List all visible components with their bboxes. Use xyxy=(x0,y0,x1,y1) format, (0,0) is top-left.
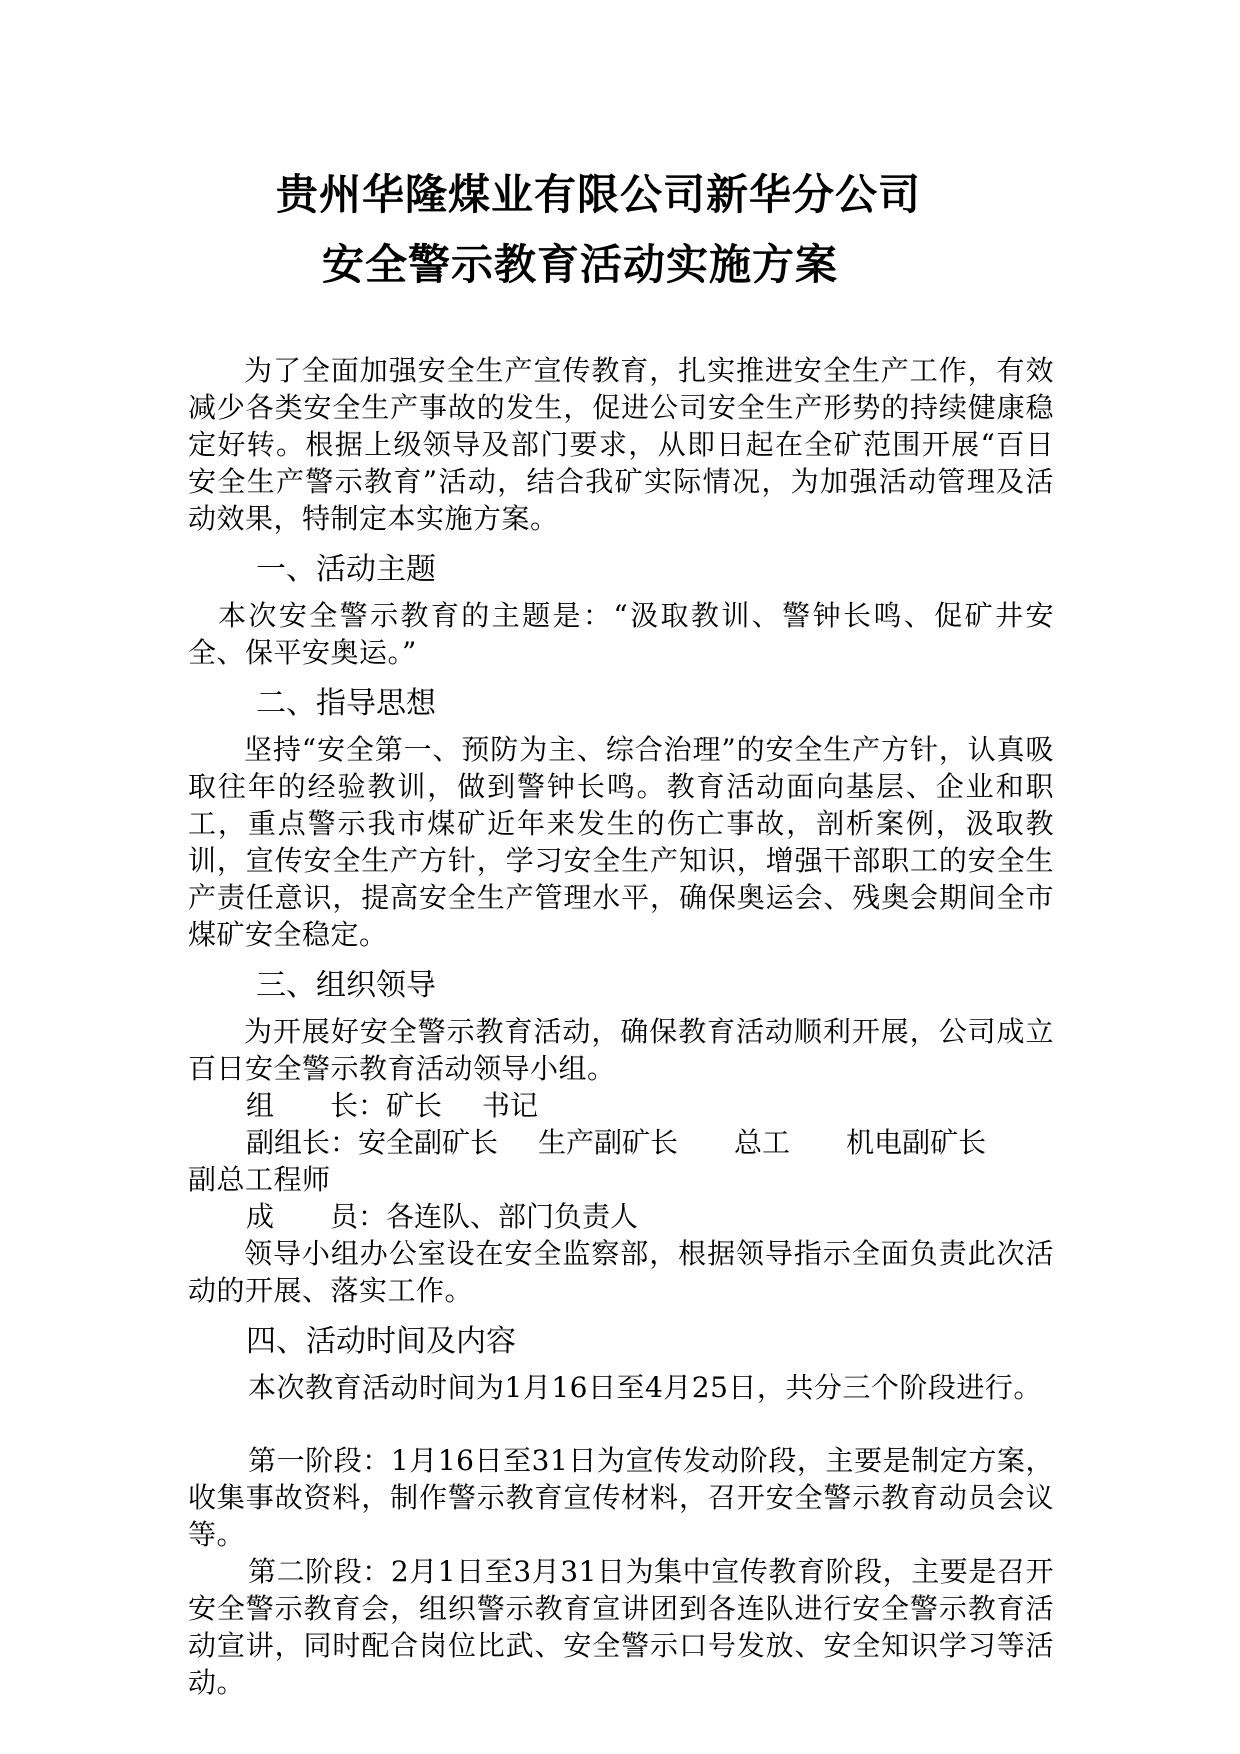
member-value: 各连队、部门负责人 xyxy=(386,1200,639,1233)
member-line xyxy=(188,1198,1054,1235)
deputy-extra-line: 副总工程师 xyxy=(188,1163,331,1196)
deputy-line xyxy=(188,1124,1054,1161)
deputy-label: 副组长： xyxy=(246,1126,359,1159)
section-heading-theme: 一、活动主题 xyxy=(256,552,436,587)
deputy-member: 安全副矿长 xyxy=(358,1126,499,1159)
spacer xyxy=(188,1406,1054,1442)
intro-paragraph: 为了全面加强安全生产宣传教育，扎实推进安全生产工作，有效减少各类安全生产事故的发生，促进公司安全生产形势的持续健康稳定好转。根据上级领导及部门要求，从即日起在全矿范围开展“百日安全生产警示教育”活动，结合我矿实际情况，为加强活动管理及活动效果，特制定本实施方案。 xyxy=(188,354,1054,535)
document-title-line-2: 安全警示教育活动实施方案 xyxy=(322,240,839,289)
section-heading-organization: 三、组织领导 xyxy=(256,968,436,1003)
leader-line xyxy=(188,1087,1054,1124)
leader-label: 组 长： xyxy=(246,1089,387,1122)
phase-2-paragraph: 第二阶段：2月1日至3月31日为集中宣传教育阶段，主要是召开安全警示教育会，组织警示教育宣讲团到各连队进行安全警示教育活动宣讲，同时配合岗位比武、安全警示口号发放、安全知识学习等活动。 xyxy=(188,1555,1054,1699)
leader-member: 书记 xyxy=(482,1089,539,1122)
member-label: 成 员： xyxy=(246,1200,387,1233)
organization-paragraph: 为开展好安全警示教育活动，确保教育活动顺利开展，公司成立百日安全警示教育活动领导小组。 xyxy=(188,1015,1054,1085)
guidance-paragraph: 坚持“安全第一、预防为主、综合治理”的安全生产方针，认真吸取往年的经验教训，做到警钟长鸣。教育活动面向基层、企业和职工，重点警示我市煤矿近年来发生的伤亡事故，剖析案例，汲取教训，宣传安全生产方针，学习安全生产知识，增强干部职工的安全生产责任意识，提高安全生产管理水平，确保奥运会、残奥会期间全市煤矿安全稳定。 xyxy=(188,733,1054,951)
schedule-paragraph: 本次教育活动时间为1月16日至4月25日，共分三个阶段进行。 xyxy=(248,1371,1042,1404)
document-title-line-1: 贵州华隆煤业有限公司新华分公司 xyxy=(276,170,922,219)
theme-paragraph: 本次安全警示教育的主题是：“汲取教训、警钟长鸣、促矿井安全、保平安奥运。” xyxy=(188,599,1054,669)
section-heading-guidance: 二、指导思想 xyxy=(256,686,436,721)
deputy-member: 生产副矿长 xyxy=(538,1126,679,1159)
leader-member: 矿长 xyxy=(386,1089,443,1122)
phase-1-paragraph: 第一阶段：1月16日至31日为宣传发动阶段，主要是制定方案，收集事故资料，制作警示教育宣传材料，召开安全警示教育动员会议等。 xyxy=(188,1444,1054,1551)
deputy-member: 总工 xyxy=(734,1126,791,1159)
document-body xyxy=(188,352,1054,1701)
office-paragraph: 领导小组办公室设在安全监察部，根据领导指示全面负责此次活动的开展、落实工作。 xyxy=(188,1237,1054,1307)
section-heading-schedule: 四、活动时间及内容 xyxy=(246,1324,516,1359)
deputy-member: 机电副矿长 xyxy=(846,1126,987,1159)
